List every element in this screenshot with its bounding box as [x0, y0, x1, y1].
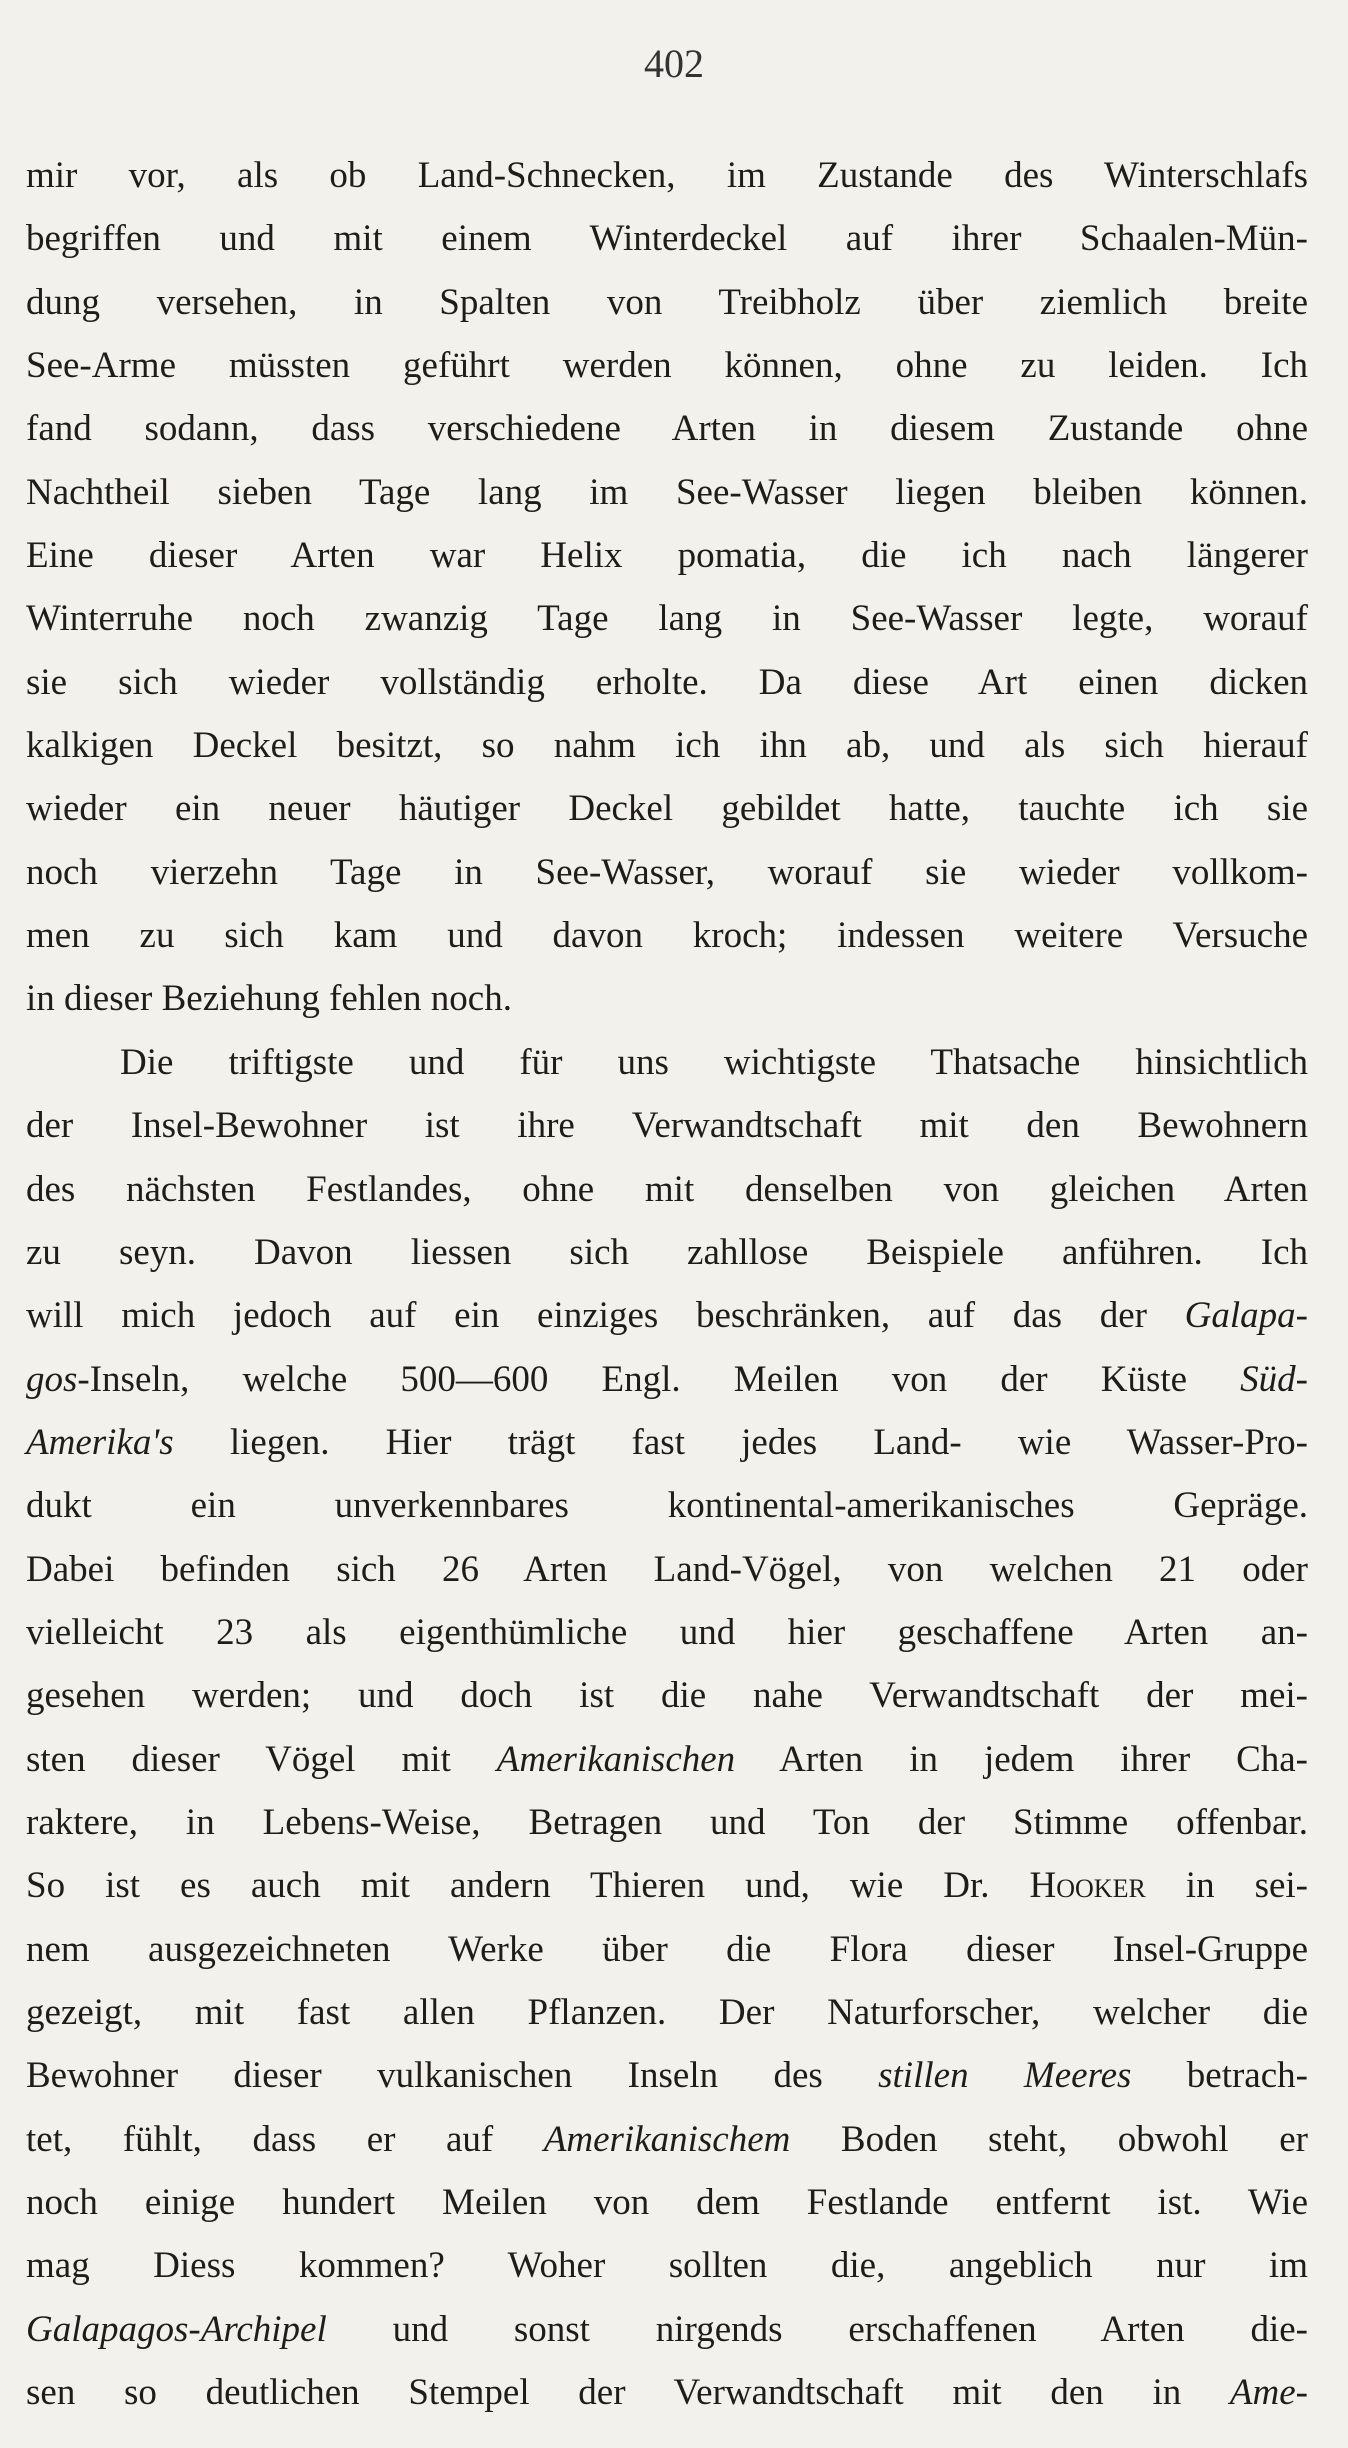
line-text: noch einige hundert Meilen von dem Festlande entfernt ist. Wie — [26, 2182, 1308, 2223]
italic-text: Amerikanischem — [543, 2118, 791, 2160]
text-line — [26, 397, 1308, 460]
text-line — [26, 777, 1308, 840]
line-text: men zu sich kam und davon kroch; indessen weitere Versuche — [26, 915, 1308, 957]
line-text: Eine dieser Arten war Helix pomatia, die ich nach längerer — [26, 535, 1308, 577]
text-line — [26, 334, 1308, 397]
line-text: liegen. Hier trägt fast jedes Land- wie Wasser-Pro- — [173, 1421, 1308, 1463]
line-text: See-Arme müssten geführt werden können, ohne zu leiden. Ich — [26, 345, 1308, 387]
line-text: nem ausgezeichneten Werke über die Flora dieser Insel-Gruppe — [26, 1928, 1308, 1970]
line-text: sten dieser Vögel mit — [26, 1738, 497, 1780]
text-line — [26, 1601, 1308, 1664]
line-text: So ist es auch mit andern Thieren und, wie Dr. — [26, 1865, 1030, 1907]
text-line — [26, 1031, 1308, 1094]
text-line — [26, 2234, 1308, 2297]
line-text: der Insel-Bewohner ist ihre Verwandtschaft mit den Bewohnern — [26, 1105, 1308, 1147]
line-text: mir vor, als ob Land-Schnecken, im Zustande des Winterschlafs — [26, 155, 1308, 196]
text-line — [26, 2361, 1308, 2424]
line-text: Winterruhe noch zwanzig Tage lang in See-Wasser legte, worauf — [26, 598, 1308, 640]
text-line — [26, 207, 1308, 270]
text-line — [26, 2044, 1308, 2107]
line-text: gezeigt, mit fast allen Pflanzen. Der Naturforscher, welcher die — [26, 1991, 1308, 2033]
line-text: Bewohner dieser vulkanischen Inseln des — [26, 2055, 879, 2097]
line-text: dukt ein unverkennbares kontinental-amerikanisches Gepräge. — [26, 1485, 1308, 1527]
text-line — [26, 2298, 1308, 2361]
page-number: 402 — [644, 41, 704, 86]
line-text: Die triftigste und für uns wichtigste Thatsache hinsichtlich — [120, 1041, 1308, 1083]
text-line — [26, 1981, 1308, 2044]
line-text: betrach- — [1131, 2055, 1308, 2097]
text-line — [26, 1664, 1308, 1727]
italic-text: stillen Meeres — [878, 2055, 1132, 2097]
text-line — [26, 1728, 1308, 1791]
line-text: will mich jedoch auf ein einziges beschränken, auf das der — [26, 1295, 1185, 1337]
line-text: begriffen und mit einem Winterdeckel auf ihrer Schaalen-Mün- — [26, 218, 1308, 260]
line-text: zu seyn. Davon liessen sich zahllose Beispiele anführen. Ich — [26, 1231, 1308, 1273]
text-line — [26, 524, 1308, 587]
body-text — [26, 144, 1308, 2424]
text-line — [26, 714, 1308, 777]
text-line — [26, 1791, 1308, 1854]
line-text: und sonst nirgends erschaffenen Arten die- — [326, 2308, 1308, 2350]
line-text: tet, fühlt, dass er auf — [26, 2118, 544, 2160]
italic-text: Galapa- — [1184, 1295, 1308, 1337]
line-text: in sei- — [1145, 1865, 1308, 1907]
italic-text: Amerika's — [26, 1421, 174, 1463]
line-text: noch vierzehn Tage in See-Wasser, worauf sie wieder vollkom- — [26, 851, 1308, 893]
line-text: Nachtheil sieben Tage lang im See-Wasser liegen bleiben können. — [26, 471, 1308, 513]
text-line — [26, 651, 1308, 714]
text-line — [26, 271, 1308, 334]
line-text: vielleicht 23 als eigenthümliche und hier geschaffene Arten an- — [26, 1611, 1308, 1653]
line-text: sen so deutlichen Stempel der Verwandtschaft mit den in — [26, 2372, 1230, 2414]
text-line — [26, 2171, 1308, 2234]
line-text: mag Diess kommen? Woher sollten die, angeblich nur im — [26, 2245, 1308, 2287]
text-line — [26, 1094, 1308, 1157]
text-line — [26, 461, 1308, 524]
italic-text: Galapagos-Archipel — [26, 2308, 327, 2350]
text-line — [26, 1411, 1308, 1474]
text-line — [26, 587, 1308, 650]
text-line — [26, 2108, 1308, 2171]
italic-text: Amerikanischen — [496, 1738, 736, 1780]
text-line — [26, 1538, 1308, 1601]
line-text: kalkigen Deckel besitzt, so nahm ich ihn ab, und als sich hierauf — [26, 725, 1308, 767]
text-line — [26, 1284, 1308, 1347]
line-text: in dieser Beziehung fehlen noch. — [26, 978, 512, 1020]
italic-text: Ame- — [1229, 2372, 1308, 2414]
line-text: sie sich wieder vollständig erholte. Da diese Art einen dicken — [26, 661, 1308, 703]
line-text: des nächsten Festlandes, ohne mit denselben von gleichen Arten — [26, 1168, 1308, 1210]
line-text: gesehen werden; und doch ist die nahe Verwandtschaft der mei- — [26, 1675, 1308, 1717]
line-text: Dabei befinden sich 26 Arten Land-Vögel, von welchen 21 oder — [26, 1548, 1308, 1590]
line-text: raktere, in Lebens-Weise, Betragen und Ton der Stimme offenbar. — [26, 1801, 1308, 1843]
line-text: dung versehen, in Spalten von Treibholz über ziemlich breite — [26, 281, 1308, 323]
text-line — [26, 1158, 1308, 1221]
line-text: -Inseln, welche 500—600 Engl. Meilen von der Küste — [77, 1358, 1241, 1400]
line-text: Arten in jedem ihrer Cha- — [735, 1738, 1309, 1780]
text-line — [26, 1918, 1308, 1981]
text-line — [26, 1221, 1308, 1284]
line-text: Boden steht, obwohl er — [790, 2118, 1308, 2160]
italic-text: Süd- — [1240, 1358, 1308, 1400]
line-text: fand sodann, dass verschiedene Arten in diesem Zustande ohne — [26, 408, 1308, 450]
text-line — [26, 904, 1308, 967]
text-line — [26, 144, 1308, 207]
text-line — [26, 967, 1308, 1030]
text-line — [26, 1348, 1308, 1411]
text-line — [26, 1474, 1308, 1537]
text-line — [26, 841, 1308, 904]
italic-text: gos — [26, 1358, 78, 1400]
text-line — [26, 1854, 1308, 1917]
smallcaps-text: Hooker — [1029, 1865, 1146, 1907]
line-text: wieder ein neuer häutiger Deckel gebildet hatte, tauchte ich sie — [26, 788, 1308, 830]
